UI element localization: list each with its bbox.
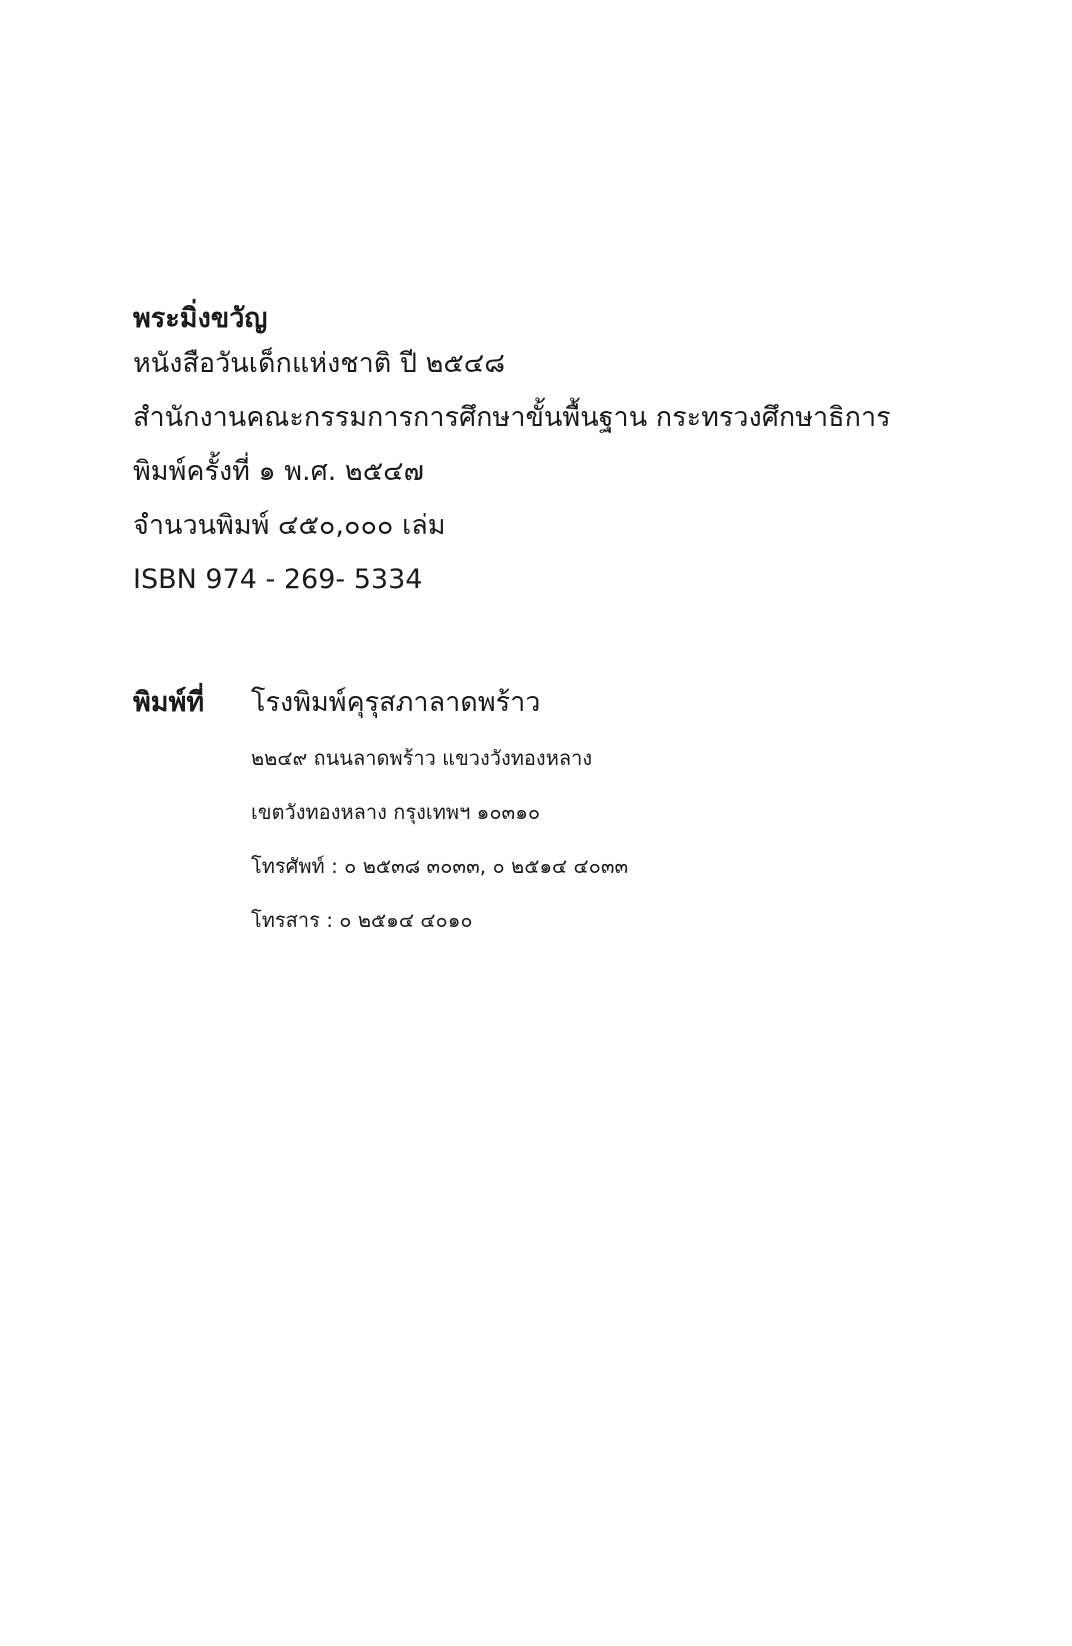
book-title: พระมิ่งขวัญ <box>133 303 268 334</box>
address-line-1: ๒๒๔๙ ถนนลาดพร้าว แขวงวังทองหลาง <box>251 746 593 770</box>
printer-block <box>133 680 953 736</box>
fax-line: โทรสาร : ๐ ๒๕๑๔ ๔๐๑๐ <box>251 908 473 932</box>
print-run: จำนวนพิมพ์ ๔๕๐,๐๐๐ เล่ม <box>133 510 446 541</box>
printer-address <box>251 742 951 958</box>
printer-label: พิมพ์ที่ <box>133 687 205 718</box>
publisher: สำนักงานคณะกรรมการการศึกษาขั้นพื้นฐาน กระทรวงศึกษาธิการ <box>133 402 891 433</box>
book-subtitle: หนังสือวันเด็กแห่งชาติ ปี ๒๕๔๘ <box>133 348 506 379</box>
isbn: ISBN 974 - 269- 5334 <box>133 564 423 595</box>
printer-row <box>133 680 953 736</box>
address-line-2: เขตวังทองหลาง กรุงเทพฯ ๑๐๓๑๐ <box>251 800 541 824</box>
colophon-block <box>133 296 953 620</box>
edition: พิมพ์ครั้งที่ ๑ พ.ศ. ๒๕๔๗ <box>133 456 424 487</box>
phone-line: โทรศัพท์ : ๐ ๒๕๓๘ ๓๐๓๓, ๐ ๒๕๑๔ ๔๐๓๓ <box>251 854 629 878</box>
printer-name: โรงพิมพ์คุรุสภาลาดพร้าว <box>251 687 541 718</box>
